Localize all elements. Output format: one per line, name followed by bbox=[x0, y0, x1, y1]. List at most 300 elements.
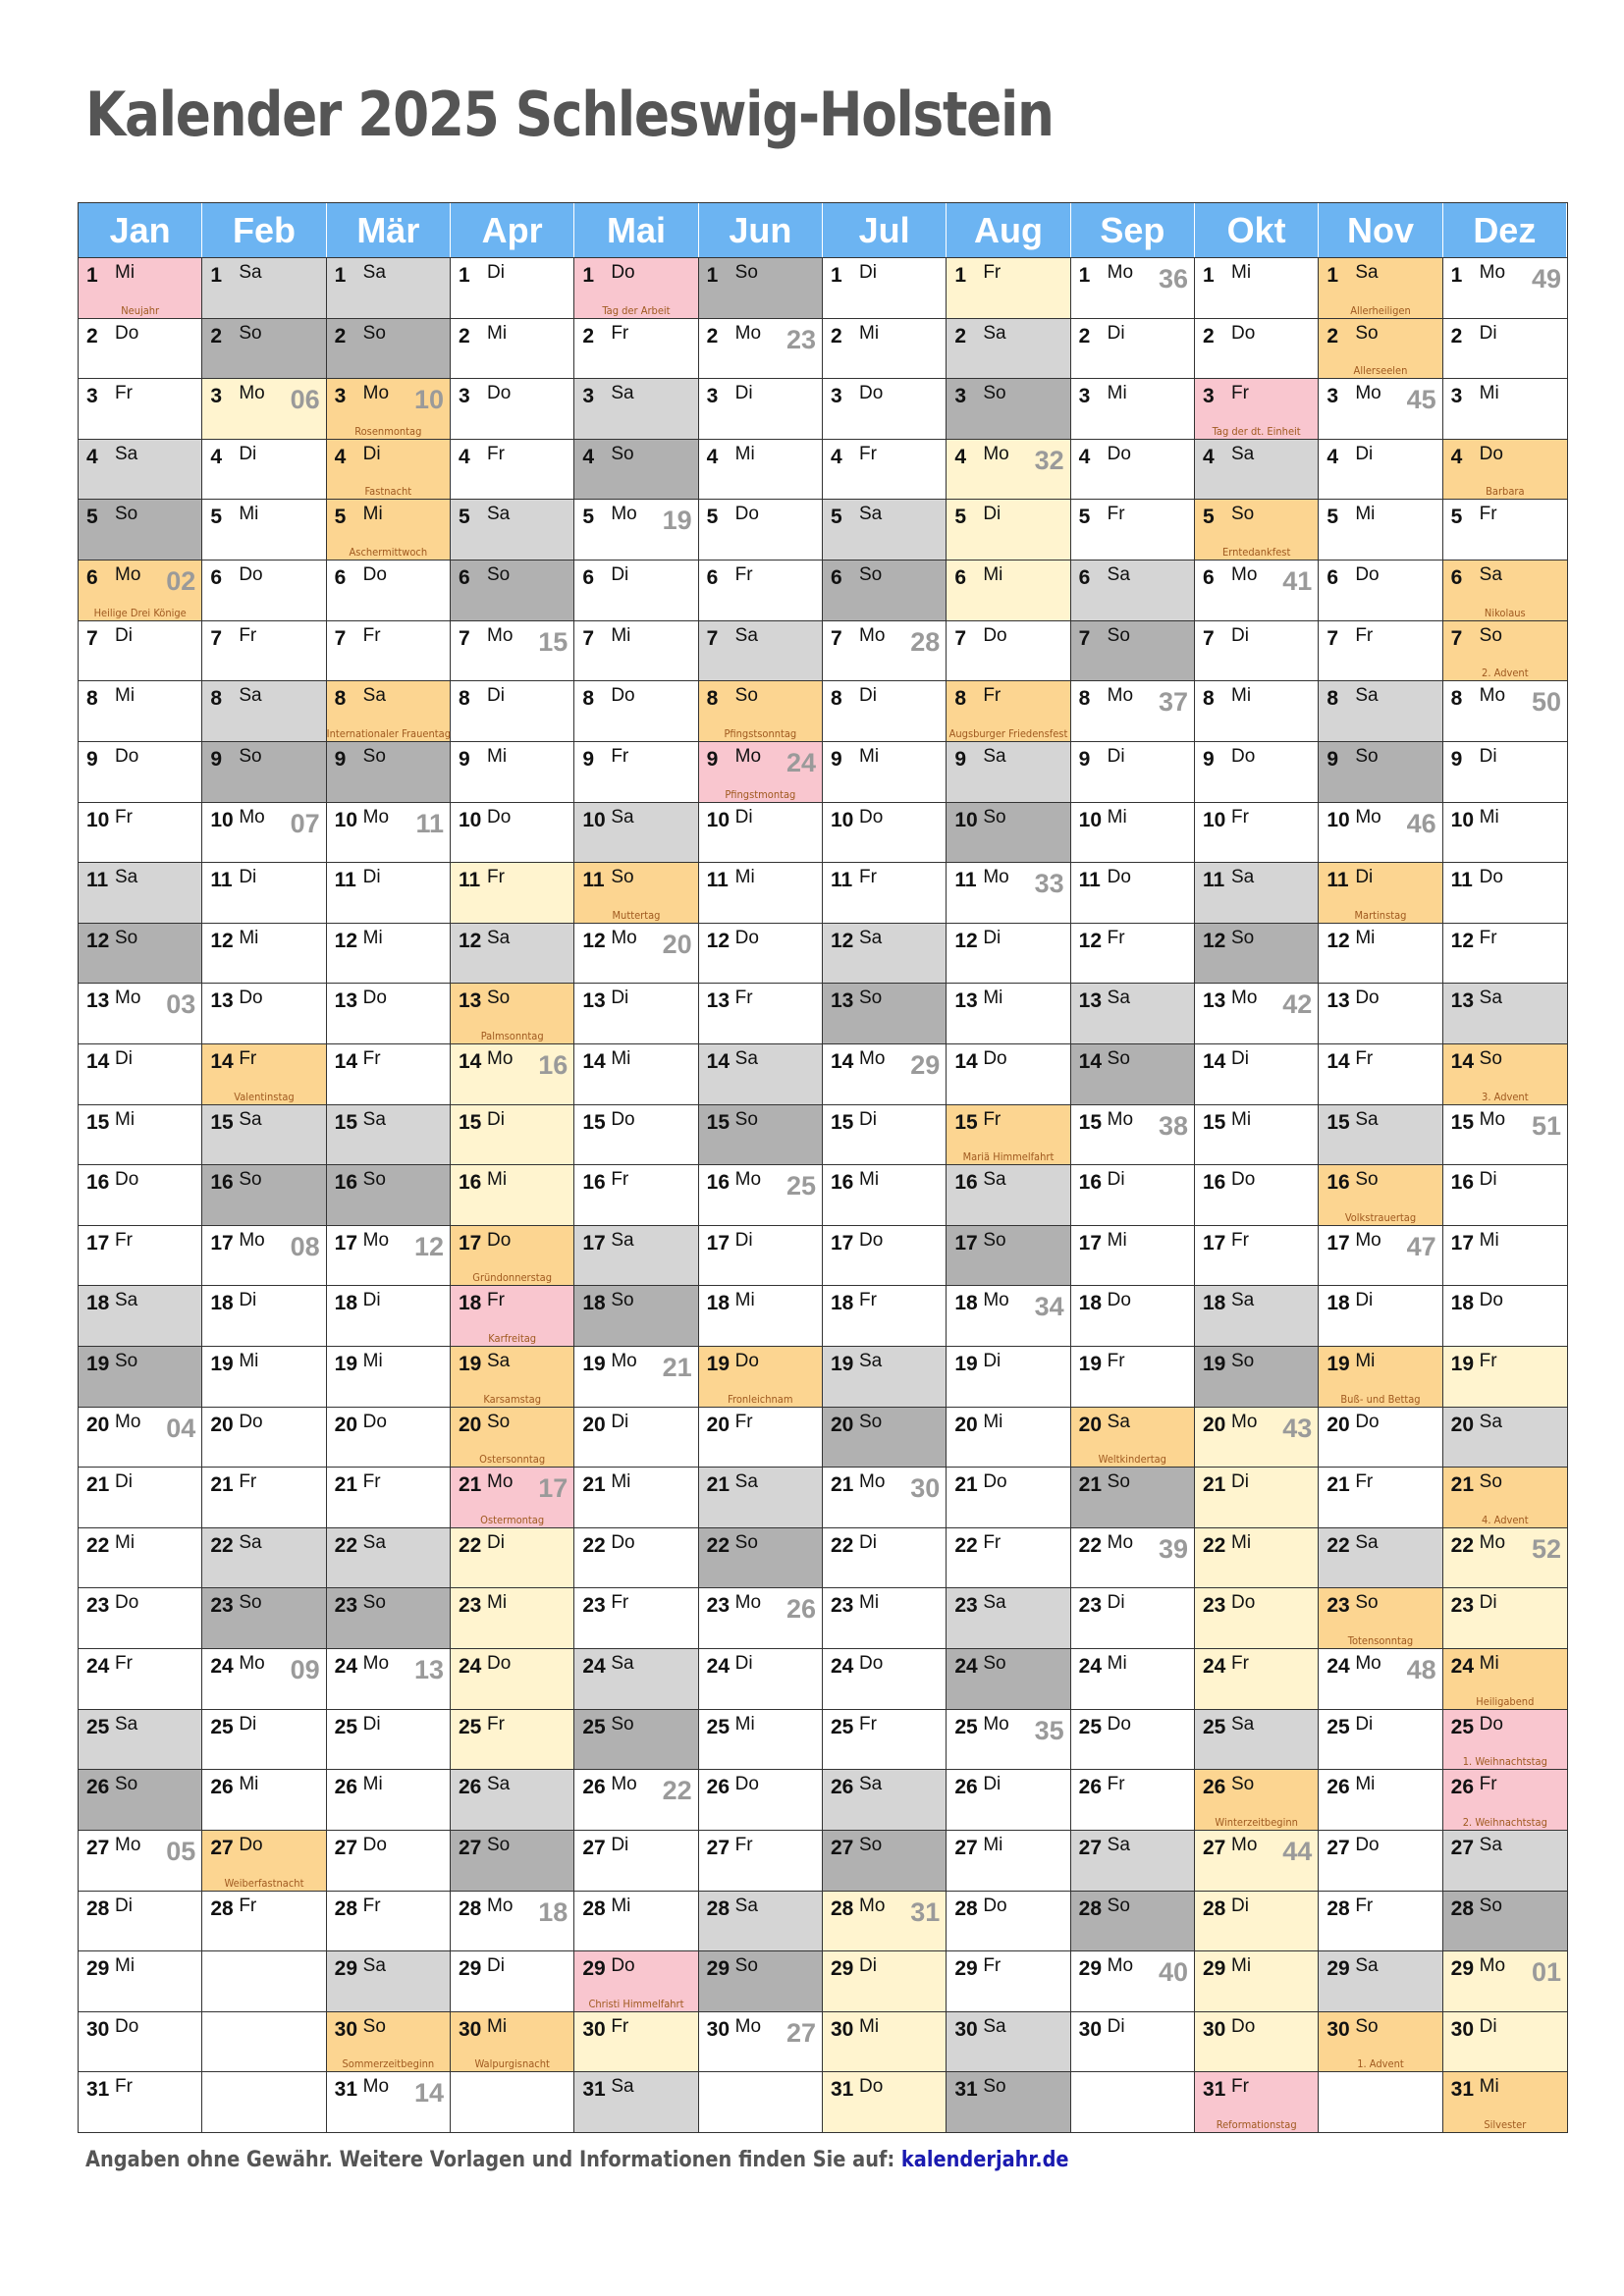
day-number: 28 bbox=[1326, 1896, 1350, 1920]
weekday-label: Sa bbox=[859, 927, 883, 948]
day-cell bbox=[327, 378, 451, 439]
day-cell bbox=[1071, 1527, 1195, 1588]
day-number: 25 bbox=[1326, 1715, 1350, 1738]
day-number: 30 bbox=[1450, 2017, 1475, 2041]
day-cell bbox=[947, 1709, 1070, 1770]
empty-cell bbox=[202, 2011, 326, 2072]
week-number: 35 bbox=[1034, 1715, 1064, 1745]
day-number: 11 bbox=[582, 869, 605, 892]
day-cell bbox=[947, 620, 1070, 681]
weekday-label: Sa bbox=[239, 685, 262, 707]
day-number: 20 bbox=[1326, 1413, 1350, 1436]
weekday-label: Fr bbox=[487, 867, 505, 888]
day-number: 25 bbox=[86, 1715, 110, 1738]
day-cell bbox=[327, 560, 451, 620]
holiday-label: Ostermontag bbox=[480, 1513, 545, 1526]
day-cell bbox=[699, 741, 823, 802]
day-cell bbox=[1319, 1527, 1442, 1588]
day-cell bbox=[574, 1346, 698, 1407]
week-number: 33 bbox=[1034, 869, 1064, 899]
day-cell bbox=[1443, 1285, 1567, 1346]
day-cell bbox=[823, 257, 947, 318]
weekday-label: Di bbox=[1107, 745, 1125, 767]
day-number: 24 bbox=[831, 1655, 854, 1679]
day-number: 19 bbox=[1450, 1353, 1475, 1376]
day-cell bbox=[202, 1648, 326, 1709]
day-number: 8 bbox=[86, 687, 98, 711]
weekday-label: Do bbox=[362, 1834, 387, 1855]
day-cell bbox=[699, 1346, 823, 1407]
weekday-label: Fr bbox=[1355, 1471, 1374, 1493]
day-cell bbox=[574, 1467, 698, 1527]
week-number: 45 bbox=[1406, 385, 1436, 415]
week-number: 40 bbox=[1158, 1957, 1188, 1988]
weekday-label: Sa bbox=[1107, 1834, 1130, 1855]
day-cell bbox=[451, 318, 574, 379]
week-number: 22 bbox=[662, 1776, 692, 1806]
weekday-label: So bbox=[487, 564, 511, 586]
week-number: 11 bbox=[415, 808, 444, 838]
day-cell bbox=[1443, 741, 1567, 802]
day-number: 4 bbox=[1078, 445, 1091, 468]
day-cell bbox=[1195, 439, 1319, 500]
day-cell bbox=[699, 983, 823, 1043]
day-number: 21 bbox=[1326, 1473, 1350, 1497]
day-cell bbox=[327, 439, 451, 500]
day-cell bbox=[202, 1527, 326, 1588]
day-cell bbox=[1071, 1346, 1195, 1407]
day-cell bbox=[1443, 620, 1567, 681]
weekday-label: So bbox=[1355, 322, 1379, 344]
holiday-label: Internationaler Frauentag bbox=[326, 726, 451, 740]
day-cell bbox=[1443, 1950, 1567, 2011]
weekday-label: Di bbox=[983, 504, 1001, 525]
weekday-label: Mi bbox=[983, 1834, 1003, 1855]
weekday-label: Di bbox=[1107, 1592, 1125, 1614]
weekday-label: Sa bbox=[1355, 262, 1379, 283]
weekday-label: Sa bbox=[734, 1047, 758, 1069]
day-cell bbox=[947, 1769, 1070, 1830]
weekday-label: Di bbox=[1479, 1169, 1497, 1191]
day-cell bbox=[574, 1285, 698, 1346]
day-cell bbox=[79, 1891, 202, 1951]
day-cell bbox=[327, 1950, 451, 2011]
day-cell bbox=[1195, 680, 1319, 741]
day-cell bbox=[327, 1164, 451, 1225]
weekday-label: Mo bbox=[1355, 806, 1381, 828]
day-number: 26 bbox=[831, 1776, 854, 1799]
holiday-label: 1. Advent bbox=[1357, 2057, 1404, 2071]
day-cell bbox=[327, 741, 451, 802]
weekday-label: Mo bbox=[487, 1895, 514, 1916]
weekday-label: Mi bbox=[115, 1531, 135, 1553]
day-cell bbox=[1319, 1891, 1442, 1951]
holiday-label: Palmsonntag bbox=[480, 1029, 544, 1042]
day-number: 20 bbox=[954, 1413, 978, 1436]
day-number: 10 bbox=[706, 808, 731, 831]
weekday-label: Mo bbox=[1107, 1531, 1134, 1553]
day-cell bbox=[79, 499, 202, 560]
day-cell bbox=[451, 499, 574, 560]
day-cell bbox=[699, 1527, 823, 1588]
day-number: 24 bbox=[334, 1655, 358, 1679]
weekday-label: Mi bbox=[734, 1713, 755, 1735]
day-number: 4 bbox=[86, 445, 98, 468]
month-header-2: Feb bbox=[202, 203, 326, 257]
day-number: 14 bbox=[706, 1049, 731, 1073]
weekday-label: Mo bbox=[1107, 262, 1134, 283]
day-number: 28 bbox=[459, 1896, 482, 1920]
weekday-label: Sa bbox=[115, 1290, 138, 1311]
weekday-label: Mo bbox=[734, 1169, 762, 1191]
day-number: 11 bbox=[1450, 869, 1473, 892]
day-number: 12 bbox=[1203, 929, 1226, 952]
day-cell bbox=[1443, 1527, 1567, 1588]
day-number: 25 bbox=[459, 1715, 482, 1738]
weekday-label: Sa bbox=[1479, 1411, 1502, 1432]
day-number: 9 bbox=[1203, 747, 1215, 771]
week-number: 18 bbox=[538, 1896, 568, 1927]
week-number: 48 bbox=[1406, 1655, 1436, 1685]
day-number: 5 bbox=[1450, 506, 1463, 529]
day-number: 1 bbox=[210, 264, 223, 287]
day-cell bbox=[699, 802, 823, 863]
day-cell bbox=[947, 439, 1070, 500]
weekday-label: So bbox=[362, 745, 386, 767]
weekday-label: So bbox=[859, 1834, 883, 1855]
day-number: 23 bbox=[1326, 1594, 1350, 1618]
weekday-label: Di bbox=[1107, 322, 1125, 344]
day-number: 8 bbox=[210, 687, 223, 711]
day-number: 2 bbox=[706, 324, 719, 347]
weekday-label: Di bbox=[1231, 1895, 1249, 1916]
weekday-label: Mo bbox=[239, 1653, 265, 1675]
weekday-label: So bbox=[239, 1169, 262, 1191]
day-cell bbox=[1071, 560, 1195, 620]
day-cell bbox=[1319, 983, 1442, 1043]
day-cell bbox=[451, 2011, 574, 2072]
weekday-label: Fr bbox=[487, 1290, 505, 1311]
day-cell bbox=[1071, 680, 1195, 741]
day-number: 27 bbox=[831, 1836, 854, 1859]
day-number: 29 bbox=[582, 1957, 606, 1981]
day-cell bbox=[699, 257, 823, 318]
weekday-label: Fr bbox=[239, 1047, 257, 1069]
day-number: 26 bbox=[210, 1776, 234, 1799]
day-number: 2 bbox=[1203, 324, 1215, 347]
day-number: 25 bbox=[582, 1715, 606, 1738]
day-number: 22 bbox=[831, 1533, 854, 1557]
day-number: 24 bbox=[1078, 1655, 1103, 1679]
weekday-label: Di bbox=[859, 685, 877, 707]
day-number: 1 bbox=[86, 264, 98, 287]
weekday-label: Fr bbox=[1479, 927, 1497, 948]
day-number: 3 bbox=[954, 385, 967, 408]
day-cell bbox=[947, 1043, 1070, 1104]
weekday-label: So bbox=[1231, 1351, 1255, 1372]
weekday-label: Mi bbox=[115, 1955, 135, 1977]
day-cell bbox=[1195, 1587, 1319, 1648]
day-number: 14 bbox=[954, 1049, 978, 1073]
day-cell bbox=[79, 680, 202, 741]
day-cell bbox=[79, 1043, 202, 1104]
day-number: 20 bbox=[459, 1413, 482, 1436]
holiday-label: 2. Weihnachtstag bbox=[1462, 1815, 1547, 1829]
weekday-label: Mo bbox=[1231, 1411, 1258, 1432]
day-number: 2 bbox=[1326, 324, 1339, 347]
weekday-label: Di bbox=[734, 1229, 753, 1251]
weekday-label: Fr bbox=[734, 1411, 753, 1432]
day-cell bbox=[1071, 1830, 1195, 1891]
day-number: 27 bbox=[1078, 1836, 1103, 1859]
weekday-label: Di bbox=[1355, 1290, 1374, 1311]
weekday-label: Mi bbox=[487, 745, 508, 767]
day-cell bbox=[1319, 378, 1442, 439]
year-calendar-grid bbox=[78, 202, 1568, 2133]
day-number: 11 bbox=[1078, 869, 1101, 892]
holiday-label: Totensonntag bbox=[1347, 1634, 1414, 1648]
weekday-label: Di bbox=[734, 1653, 753, 1675]
day-number: 13 bbox=[1203, 989, 1226, 1013]
weekday-label: Fr bbox=[734, 564, 753, 586]
day-cell bbox=[79, 1467, 202, 1527]
day-number: 9 bbox=[86, 747, 98, 771]
day-cell bbox=[947, 680, 1070, 741]
day-number: 21 bbox=[954, 1473, 978, 1497]
weekday-label: Di bbox=[1355, 443, 1374, 464]
day-cell bbox=[1195, 620, 1319, 681]
day-cell bbox=[574, 378, 698, 439]
day-cell bbox=[1071, 318, 1195, 379]
day-number: 13 bbox=[831, 989, 854, 1013]
day-number: 6 bbox=[831, 566, 842, 590]
weekday-label: Mo bbox=[487, 624, 514, 646]
weekday-label: Mi bbox=[239, 1351, 259, 1372]
day-number: 1 bbox=[1450, 264, 1463, 287]
day-cell bbox=[1319, 923, 1442, 984]
page-title: Kalender 2025 Schleswig-Holstein bbox=[85, 79, 1054, 150]
weekday-label: Mi bbox=[1107, 806, 1127, 828]
day-cell bbox=[699, 1950, 823, 2011]
weekday-label: Di bbox=[1231, 624, 1249, 646]
day-cell bbox=[451, 439, 574, 500]
day-number: 11 bbox=[459, 869, 481, 892]
weekday-label: Mi bbox=[1107, 1653, 1127, 1675]
weekday-label: Do bbox=[859, 2076, 884, 2098]
day-number: 28 bbox=[334, 1896, 358, 1920]
day-number: 12 bbox=[1326, 929, 1350, 952]
day-cell bbox=[1319, 1043, 1442, 1104]
weekday-label: Mo bbox=[734, 2015, 762, 2037]
weekday-label: Fr bbox=[115, 383, 133, 404]
weekday-label: So bbox=[487, 1411, 511, 1432]
day-cell bbox=[1443, 983, 1567, 1043]
holiday-label: Weltkindertag bbox=[1098, 1453, 1166, 1467]
day-number: 15 bbox=[1450, 1110, 1475, 1134]
day-cell bbox=[574, 257, 698, 318]
day-number: 9 bbox=[1326, 747, 1339, 771]
weekday-label: Fr bbox=[1231, 1653, 1249, 1675]
day-number: 22 bbox=[582, 1533, 606, 1557]
weekday-label: Mi bbox=[983, 564, 1003, 586]
weekday-label: Fr bbox=[983, 685, 1001, 707]
weekday-label: Di bbox=[734, 383, 753, 404]
day-cell bbox=[1195, 1830, 1319, 1891]
weekday-label: Sa bbox=[1107, 988, 1130, 1009]
day-number: 17 bbox=[831, 1231, 854, 1255]
day-cell bbox=[947, 1467, 1070, 1527]
day-number: 3 bbox=[1326, 385, 1339, 408]
weekday-label: Sa bbox=[239, 262, 262, 283]
day-cell bbox=[1071, 923, 1195, 984]
day-cell bbox=[1071, 439, 1195, 500]
weekday-label: Do bbox=[983, 624, 1007, 646]
day-number: 2 bbox=[1078, 324, 1091, 347]
day-number: 28 bbox=[210, 1896, 234, 1920]
weekday-label: Sa bbox=[983, 322, 1006, 344]
week-number: 30 bbox=[910, 1473, 941, 1504]
weekday-label: So bbox=[1107, 1047, 1130, 1069]
day-cell bbox=[327, 1527, 451, 1588]
weekday-label: Di bbox=[1479, 322, 1497, 344]
weekday-label: Di bbox=[115, 1895, 133, 1916]
day-cell bbox=[947, 1648, 1070, 1709]
day-cell bbox=[823, 378, 947, 439]
weekday-label: Do bbox=[487, 383, 512, 404]
day-cell bbox=[327, 1346, 451, 1407]
day-cell bbox=[79, 378, 202, 439]
weekday-label: Mi bbox=[734, 443, 755, 464]
weekday-label: Do bbox=[487, 1229, 512, 1251]
week-number: 52 bbox=[1531, 1533, 1561, 1564]
weekday-label: Sa bbox=[1107, 564, 1130, 586]
day-cell bbox=[1443, 2071, 1567, 2132]
day-cell bbox=[823, 620, 947, 681]
day-number: 17 bbox=[1450, 1231, 1475, 1255]
day-number: 18 bbox=[706, 1292, 731, 1315]
month-header-7: Jul bbox=[823, 203, 947, 257]
day-number: 29 bbox=[1203, 1957, 1226, 1981]
weekday-label: Mi bbox=[487, 2015, 508, 2037]
day-number: 1 bbox=[1326, 264, 1339, 287]
weekday-label: Di bbox=[859, 1108, 877, 1130]
day-cell bbox=[79, 1527, 202, 1588]
day-number: 22 bbox=[1078, 1533, 1103, 1557]
weekday-label: Fr bbox=[859, 443, 877, 464]
day-cell bbox=[79, 560, 202, 620]
day-cell bbox=[574, 620, 698, 681]
day-cell bbox=[1319, 1769, 1442, 1830]
day-number: 18 bbox=[334, 1292, 358, 1315]
day-cell bbox=[699, 1648, 823, 1709]
weekday-label: Fr bbox=[1231, 1229, 1249, 1251]
weekday-label: Di bbox=[1479, 1592, 1497, 1614]
weekday-label: Sa bbox=[1355, 1108, 1379, 1130]
weekday-label: So bbox=[983, 383, 1006, 404]
day-number: 28 bbox=[831, 1896, 854, 1920]
weekday-label: Sa bbox=[1479, 1834, 1502, 1855]
day-cell bbox=[1195, 862, 1319, 923]
day-number: 23 bbox=[954, 1594, 978, 1618]
day-number: 18 bbox=[459, 1292, 482, 1315]
month-header-10: Okt bbox=[1195, 203, 1319, 257]
day-cell bbox=[1443, 1648, 1567, 1709]
weekday-label: Fr bbox=[611, 2015, 629, 2037]
month-header-6: Jun bbox=[699, 203, 823, 257]
day-cell bbox=[1319, 1648, 1442, 1709]
day-number: 20 bbox=[1078, 1413, 1103, 1436]
day-cell bbox=[327, 1891, 451, 1951]
holiday-label: Reformationstag bbox=[1216, 2118, 1297, 2131]
day-cell bbox=[202, 983, 326, 1043]
day-number: 28 bbox=[954, 1896, 978, 1920]
holiday-label: 1. Weihnachtstag bbox=[1462, 1755, 1547, 1769]
month-header-4: Apr bbox=[451, 203, 574, 257]
weekday-label: Mi bbox=[362, 504, 383, 525]
day-number: 22 bbox=[334, 1533, 358, 1557]
weekday-label: Mo bbox=[487, 1471, 514, 1493]
day-cell bbox=[823, 1830, 947, 1891]
day-number: 10 bbox=[334, 808, 358, 831]
day-number: 21 bbox=[831, 1473, 854, 1497]
weekday-label: Di bbox=[983, 927, 1001, 948]
weekday-label: Sa bbox=[487, 927, 511, 948]
week-number: 42 bbox=[1282, 989, 1313, 1020]
weekday-label: So bbox=[1355, 1169, 1379, 1191]
weekday-label: Do bbox=[1479, 1713, 1503, 1735]
week-number: 10 bbox=[413, 385, 444, 415]
week-number: 41 bbox=[1282, 566, 1313, 597]
day-cell bbox=[327, 1769, 451, 1830]
weekday-label: Mo bbox=[1355, 1229, 1381, 1251]
weekday-label: Do bbox=[239, 1834, 263, 1855]
day-cell bbox=[451, 1587, 574, 1648]
day-cell bbox=[574, 2071, 698, 2132]
day-number: 24 bbox=[459, 1655, 482, 1679]
day-cell bbox=[823, 1527, 947, 1588]
weekday-label: Fr bbox=[362, 1471, 381, 1493]
holiday-label: Neujahr bbox=[121, 303, 160, 317]
day-cell bbox=[823, 862, 947, 923]
day-cell bbox=[327, 257, 451, 318]
day-number: 10 bbox=[210, 808, 234, 831]
day-number: 17 bbox=[1326, 1231, 1350, 1255]
weekday-label: Mo bbox=[1355, 383, 1381, 404]
weekday-label: Mi bbox=[859, 1592, 880, 1614]
day-number: 30 bbox=[86, 2017, 110, 2041]
weekday-label: Do bbox=[1355, 988, 1380, 1009]
week-number: 37 bbox=[1158, 687, 1188, 718]
day-cell bbox=[823, 2011, 947, 2072]
day-cell bbox=[202, 560, 326, 620]
weekday-label: Mi bbox=[1355, 504, 1376, 525]
footer-link[interactable]: kalenderjahr.de bbox=[900, 2148, 1069, 2172]
weekday-label: Sa bbox=[1231, 1713, 1255, 1735]
day-number: 3 bbox=[86, 385, 98, 408]
day-cell bbox=[1195, 2011, 1319, 2072]
day-cell bbox=[947, 378, 1070, 439]
day-number: 1 bbox=[831, 264, 842, 287]
day-cell bbox=[699, 1407, 823, 1468]
day-number: 14 bbox=[1450, 1049, 1475, 1073]
day-cell bbox=[823, 983, 947, 1043]
day-cell bbox=[699, 1891, 823, 1951]
day-number: 18 bbox=[582, 1292, 606, 1315]
day-number: 26 bbox=[1078, 1776, 1103, 1799]
day-cell bbox=[327, 1648, 451, 1709]
weekday-label: Mo bbox=[611, 504, 637, 525]
day-cell bbox=[202, 1104, 326, 1165]
